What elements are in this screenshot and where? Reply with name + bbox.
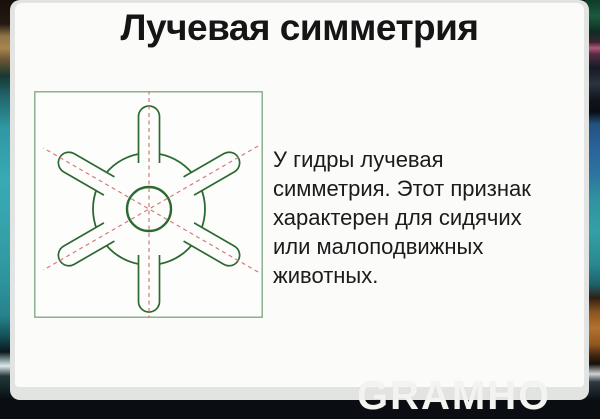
- hydra-schematic-drawing: [34, 91, 263, 318]
- body-text-line: симметрия. Этот признак: [273, 176, 531, 201]
- mouth-circle: [127, 187, 171, 231]
- slide-title: Лучевая симметрия: [120, 7, 479, 48]
- slide-body-text: [273, 145, 573, 290]
- body-text-line: животных.: [273, 263, 379, 288]
- body-text-line: У гидры лучевая: [273, 147, 444, 172]
- radial-symmetry-diagram: [34, 91, 263, 318]
- watermark-text: GRAMHO: [357, 374, 552, 418]
- body-text-line: или малоподвижных: [273, 234, 484, 259]
- body-text-line: характерен для сидячих: [273, 205, 522, 230]
- presentation-slide: [14, 2, 585, 418]
